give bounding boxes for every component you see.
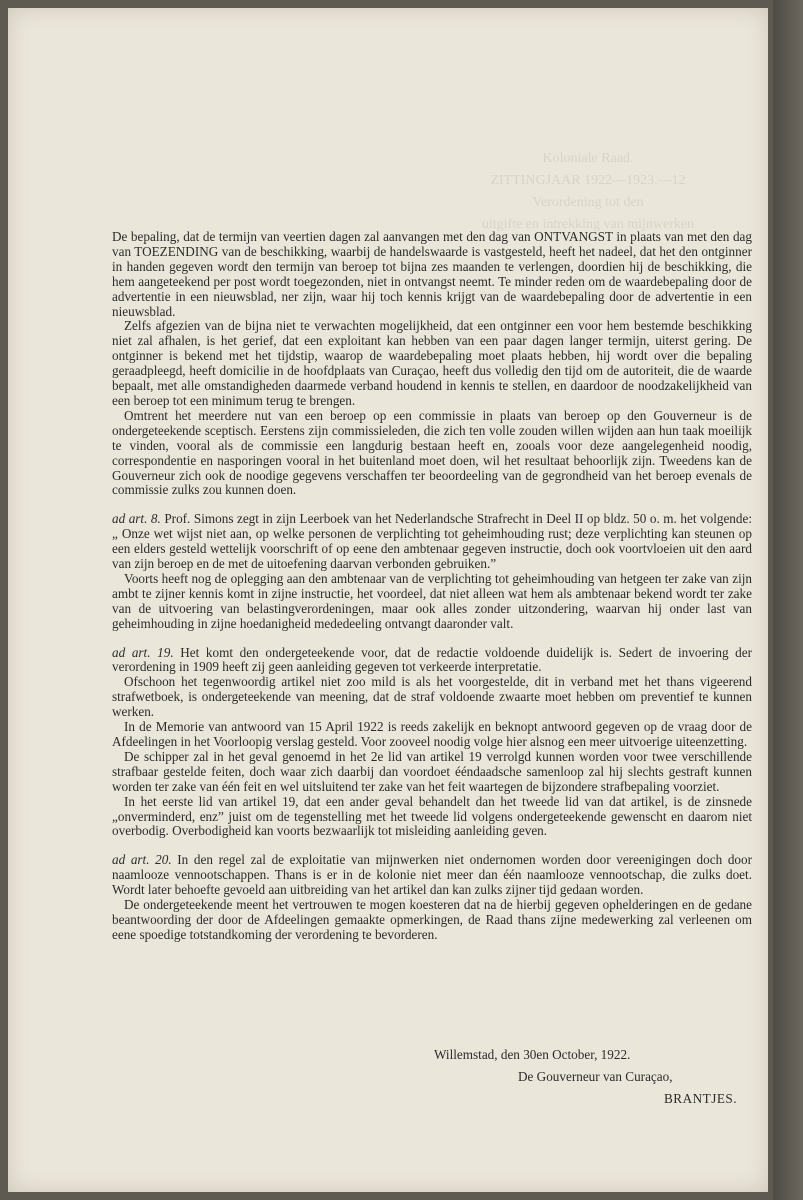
paragraph-art-19: ad art. 19. Het komt den ondergeteekende voor, dat de redactie voldoende duidelijk is. Sedert de invoering der verordening in 1909 heeft zij geen aanleiding gegeven tot verkeerde interpretatie. (112, 644, 753, 675)
paragraph-art-20: ad art. 20. In den regel zal de exploitatie van mijnwerken niet ondernomen worden door vereenigingen doch door naamlooze vennootschappen. Thans is er in de kolonie niet meer dan één naamlooze vennootschap, die zulks doet. Wordt later behoefte gevoeld aan uitbreiding van het artikel dan kan zulks zijner tijd gedaan worden. (112, 852, 753, 898)
scan-edge (773, 0, 803, 1200)
paragraph: Zelfs afgezien van de bijna niet te verwachten mogelijkheid, dat een ontginner een voor hem bestemde beschikking niet zal afhalen, is het gerief, dat een exploitant kan hebben van een paar dagen langer termijn, uiterst gering. De ontginner is bekend met het tijdstip, waarop de waardebepaling moet plaats hebben, hij wordt over die bepaling geraadpleegd, heeft domicilie in de hoofdplaats van Curaçao, heeft dus volledig den tijd om de autoriteit, die de waarde bepaalt, met alle omstandigheden daarmede verband houdend in kennis te stellen, en daardoor de noodzakelijkheid van een beroep tot een minimum terug te brengen. (112, 318, 752, 408)
paragraph: De schipper zal in het geval genoemd in het 2e lid van artikel 19 verrolgd kunnen worden voor twee verschillende strafbaar gestelde feiten, doch waar zich daarbij dan voordoet ééndaadsche samenloop zal hij slechts gestraft kunnen worden ter zake van één feit en wel uitsluitend ter zake van het feit waartegen de bijzondere strafbepaling voorziet. (112, 748, 752, 794)
bleed-through-text: Koloniale Raad. ZITTINGJAAR 1922—1923.—12 Verordening tot den uitgifte en intrekking van mijnwerken (481, 151, 695, 232)
paragraph: Omtrent het meerdere nut van een beroep op een commissie in plaats van beroep op den Gouverneur is de ondergeteekende sceptisch. Eerstens zijn commissieleden, die zich ten volle zouden willen wijden aan hun taak moeilijk te vinden, vooral als de commissie een langdurig bestaan heeft en, zooals voor deze aangelegenheid noodig, correspondentie en nasporingen vooral in het buitenland moet doen, wil het resultaat behoorlijk zijn. Tweedens kan de Gouverneur zich ook de noodige gegevens verschaffen ter beoordeeling van de gegrondheid van het beroep evenals de commissie zulks zou kunnen doen. (112, 407, 752, 498)
paragraph: In de Memorie van antwoord van 15 April 1922 is reeds zakelijk en beknopt antwoord gegeven op de vraag door de Afdeelingen in het Voorloopig verslag gesteld. Voor zooveel noodig volge hier alsnog een meer uitvoerige uiteenzetting. (112, 719, 752, 749)
article-reference: ad art. 8. (112, 511, 161, 527)
paragraph-art-8: ad art. 8. Prof. Simons zegt in zijn Leerboek van het Nederlandsche Strafrecht in Deel II op bldz. 50 o. m. het volgende: „ Onze wet wijst niet aan, op welke personen de verplichting tot geheimhouding rust; deze verplichting kan steunen op een elders gesteld wettelijk voorschrift of op eene den ambtenaar gegeven instructie, doch ook voortvloeien uit den aard van zijn beroep en de met de uitoefening daarvan verbonden gebruiken.” (112, 511, 753, 572)
paragraph: De ondergeteekende meent het vertrouwen te mogen koesteren dat na de hierbij gegeven ophelderingen en de gedane beantwoording der door de Afdeelingen gemaakte opmerkingen, de Raad thans zijne medewerking zal verleenen om eene spoedige totstandkoming der verordening te bevorderen. (112, 897, 752, 942)
paragraph: Ofschoon het tegenwoordig artikel niet zoo mild is als het voorgestelde, dit in verband met het thans vigeerend strafwetboek, is ondergeteekende van meening, dat de straf voldoende zwaarte moet hebben om preventief te kunnen werken. (112, 674, 752, 720)
signature-block (112, 1044, 752, 1110)
document-page (8, 8, 768, 1192)
paragraph: Voorts heeft nog de oplegging aan den ambtenaar van de verplichting tot geheimhouding van hetgeen ter zake van zijn ambt te zijner kennis komt in zijne instructie, het voordeel, dat niet alleen wat hem als ambtenaar bekend wordt ter zake van de uitvoering van belastingverordeningen, maar ook alles zonder uitzondering, waarvan hij onder last van geheimhouding in zijne hoedanigheid mededeeling ontvangt daaronder valt. (112, 570, 752, 631)
signatory-title: De Gouverneur van Curaçao, (518, 1069, 673, 1084)
body-text (112, 230, 752, 943)
paragraph: In het eerste lid van artikel 19, dat een ander geval behandelt dan het tweede lid van dat artikel, is de zinsnede „onverminderd, enz” juist om de tegenstelling met het tweede lid volgens ondergeteekende gewenscht en daarom niet overbodig. Overbodigheid kan voorts bezwaarlijk tot misleiding aanleiding geven. (112, 793, 752, 839)
paragraph: De bepaling, dat de termijn van veertien dagen zal aanvangen met den dag van ONTVANGST in plaats van met den dag van TOEZENDING van de beschikking, waarbij de handelswaarde is vastgesteld, heeft het nadeel, dat het den ontginner in handen gegeven wordt den termijn van beroep tot bijna zes maanden te verlengen, doordien hij de beschikking, die hem aangeteekend per post wordt toegezonden, niet in ontvangst neemt. Te minder reden om de waardebepaling door de advertentie in een nieuwsblad, ner zijn, waar hij toch kennis krijgt van de waardebepaling door de advertentie in een nieuwsblad. (112, 229, 752, 319)
place-date: Willemstad, den 30en October, 1922. (434, 1047, 631, 1062)
article-reference: ad art. 20. (112, 852, 172, 868)
article-reference: ad art. 19. (112, 644, 174, 660)
signatory-name: BRANTJES. (664, 1091, 738, 1106)
